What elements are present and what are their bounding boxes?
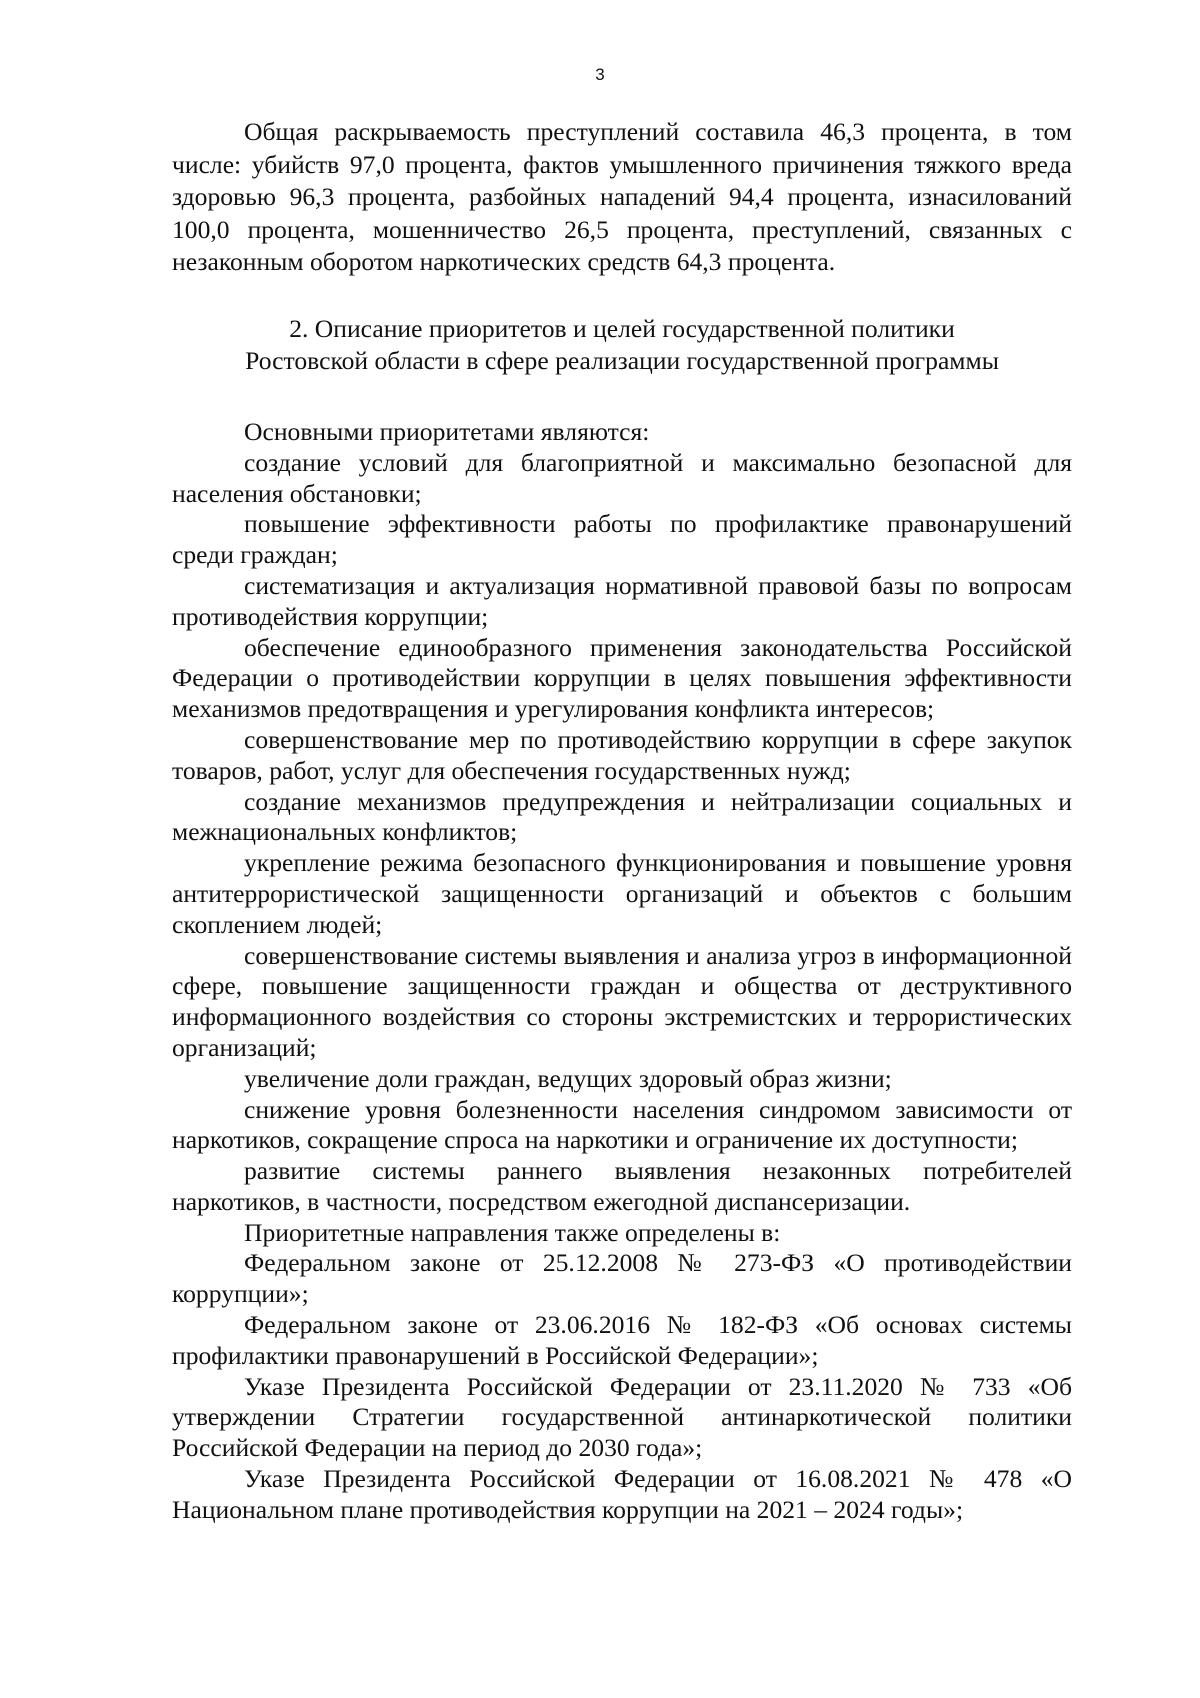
paragraph: развитие системы раннего выявления незаконных потребителей наркотиков, в частности, посредством ежегодной диспансеризации.	[172, 1156, 1072, 1216]
paragraph: совершенствование мер по противодействию коррупции в сфере закупок товаров, работ, услуг для обеспечения государственных нужд;	[172, 724, 1072, 785]
paragraph: Указе Президента Российской Федерации от 23.11.2020 № 733 «Об утверждении Стратегии государственной антинаркотической политики Российской Федерации на период до 2030 года»;	[172, 1371, 1072, 1463]
paragraph: обеспечение единообразного применения законодательства Российской Федерации о противодействии коррупции в целях повышения эффективности механизмов предотвращения и урегулирования конфликта интересов;	[172, 632, 1072, 724]
document-content	[172, 116, 1072, 1526]
paragraph: Указе Президента Российской Федерации от 16.08.2021 № 478 «О Национальном плане противодействия коррупции на 2021 – 2024 годы»;	[172, 1464, 1072, 1524]
page-number: 3	[595, 65, 605, 84]
paragraph: укрепление режима безопасного функционирования и повышение уровня антитеррористической защищенности организаций и объектов с большим скоплением людей;	[172, 848, 1072, 939]
section-title-line-2: Ростовской области в сфере реализации государственной программы	[245, 345, 999, 375]
paragraph: создание механизмов предупреждения и нейтрализации социальных и межнациональных конфликтов;	[172, 786, 1072, 847]
paragraph: систематизация и актуализация нормативной правовой базы по вопросам противодействия коррупции;	[172, 570, 1072, 631]
priorities-list	[172, 417, 1072, 1526]
intro-paragraph: Общая раскрываемость преступлений составила 46,3 процента, в том числе: убийств 97,0 процента, фактов умышленного причинения тяжкого вреда здоровью 96,3 процента, разбойных нападений 94,4 процента, изнасилований 100,0 процента, мошенничество 26,5 процента, преступлений, связанных с незаконным оборотом наркотических средств 64,3 процента.	[172, 117, 1072, 277]
paragraph: Федеральном законе от 23.06.2016 № 182-ФЗ «Об основах системы профилактики правонарушений в Российской Федерации»;	[172, 1310, 1072, 1370]
paragraph: Приоритетные направления также определены в:	[244, 1217, 781, 1247]
paragraph: увеличение доли граждан, ведущих здоровый образ жизни;	[244, 1063, 892, 1093]
paragraph: Федеральном законе от 25.12.2008 № 273-ФЗ «О противодействии коррупции»;	[172, 1248, 1072, 1309]
section-title	[172, 313, 1072, 377]
paragraph: Основными приоритетами являются:	[244, 416, 650, 446]
paragraph: снижение уровня болезненности населения синдромом зависимости от наркотиков, сокращение спроса на наркотики и ограничение их доступности;	[172, 1094, 1072, 1155]
paragraph: повышение эффективности работы по профилактике правонарушений среди граждан;	[172, 509, 1072, 570]
section-title-line-1: 2. Описание приоритетов и целей государственной политики	[289, 313, 955, 343]
paragraph: создание условий для благоприятной и максимально безопасной для населения обстановки;	[172, 447, 1072, 508]
paragraph: совершенствование системы выявления и анализа угроз в информационной сфере, повышение защищенности граждан и общества от деструктивного информационного воздействия со стороны экстремистских и террористических организаций;	[172, 940, 1072, 1062]
